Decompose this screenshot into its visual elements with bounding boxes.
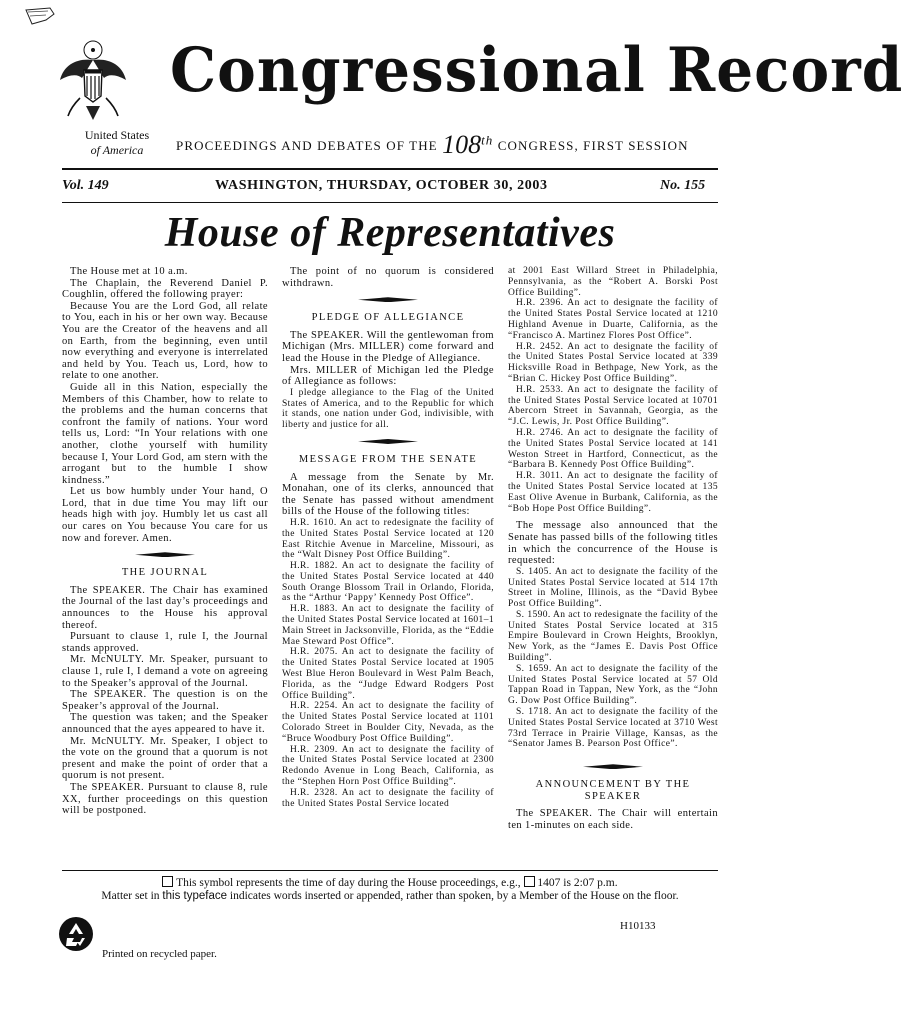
typeface-note-suffix: indicates words inserted or appended, rather than spoken, by a Member of the House on the floor. <box>229 890 679 902</box>
bill-item: H.R. 2309. An act to designate the facility of the United States Postal Service located at 2300 Redondo Avenue in Long Beach, California, as the “Stephen Horn Post Office Building”. <box>282 744 494 788</box>
paragraph: A message from the Senate by Mr. Monahan, one of its clerks, announced that the Senate has passed without amendment bills of the House of the following titles: <box>282 471 494 518</box>
paragraph: Guide all in this Nation, especially the Members of this Chamber, how to relate to the problems and the human concerns that confront the family of nations. Your word tells us, Lord: “In Your relations with one another, clothe yourself with humility because I, Your Lord God, am stern with the arrogant but to the humble I show kindness.” <box>62 381 268 486</box>
proceedings-suffix: CONGRESS, FIRST SESSION <box>497 138 689 153</box>
paragraph: The SPEAKER. The Chair will entertain ten 1-minutes on each side. <box>508 808 718 832</box>
paragraph: The SPEAKER. The Chair has examined the Journal of the last day’s proceedings and announces to the House his approval thereof. <box>62 584 268 631</box>
section-heading-pledge: PLEDGE OF ALLEGIANCE <box>311 312 465 324</box>
bill-item: H.R. 2254. An act to designate the facility of the United States Postal Service located at 1101 Colorado Street in Boulder City, Nevada, as the “Bruce Woodbury Post Office Building”. <box>282 701 494 744</box>
typeface-note <box>62 890 718 902</box>
bill-item: H.R. 3011. An act to designate the facility of the United States Postal Service located at 135 East Olive Avenue in Burbank, California, as the “Bob Hope Post Office Building”. <box>508 471 718 514</box>
time-symbol-icon <box>162 876 173 887</box>
paragraph: The Chaplain, the Reverend Daniel P. Coughlin, offered the following prayer: <box>62 277 268 301</box>
footer-rule <box>62 870 718 871</box>
paragraph: The House met at 10 a.m. <box>70 266 188 277</box>
paragraph: The SPEAKER. The question is on the Speaker’s approval of the Journal. <box>62 689 268 712</box>
paragraph: Mrs. MILLER of Michigan led the Pledge of Allegiance as follows: <box>282 364 494 388</box>
typeface-note-prefix: Matter set in <box>101 890 160 902</box>
column-1 <box>62 266 268 817</box>
congress-ordinal: th <box>481 132 494 148</box>
symbol-note <box>62 876 718 889</box>
bill-item: H.R. 2533. An act to designate the facility of the United States Postal Service located at 10701 Abercorn Street in Savannah, Georgia, as the “J.C. Lewis, Jr. Post Office Building”. <box>508 384 718 428</box>
bill-item: H.R. 2075. An act to designate the facility of the United States Postal Service located at 1905 West Blue Heron Boulevard in West Palm Beach, Florida, as the “Judge Edward Rodgers Post Office Building”. <box>282 647 494 701</box>
paragraph: The SPEAKER. Pursuant to clause 8, rule XX, further proceedings on this question will be postponed. <box>62 781 268 817</box>
section-heading-senate: MESSAGE FROM THE SENATE <box>298 453 478 465</box>
chamber-heading: House of Representatives <box>164 210 616 256</box>
bill-item: S. 1659. An act to designate the facility of the United States Postal Service located at 57 Old Tappan Road in Tappan, New York, as the “John G. Dow Post Office Building”. <box>508 663 718 707</box>
paragraph: The message also announced that the Senate has passed bills of the following titles in which the concurrence of the House is requested: <box>508 520 718 567</box>
section-divider <box>358 297 418 302</box>
bill-item: H.R. 2396. An act to designate the facility of the United States Postal Service located at 1210 Highland Avenue in Duarte, California, as the “Francisco A. Martinez Flores Post Office”. <box>508 298 718 341</box>
paragraph: Let us bow humbly under Your hand, O Lord, that in due time You may lift our heads high with joy. Humbly let us cast all our cares on You because You care for us now and forever. Amen. <box>62 486 268 544</box>
paragraph: The SPEAKER. Will the gentlewoman from Michigan (Mrs. MILLER) come forward and lead the House in the Pledge of Allegiance. <box>282 329 494 364</box>
recycled-note: Printed on recycled paper. <box>102 948 217 960</box>
paragraph: The question was taken; and the Speaker announced that the ayes appeared to have it. <box>62 712 268 735</box>
section-divider <box>358 439 418 444</box>
paragraph: Mr. McNULTY. Mr. Speaker, pursuant to clause 1, rule I, I demand a vote on agreeing to the Speaker’s approval of the Journal. <box>62 654 268 689</box>
proceedings-line <box>176 130 721 160</box>
typeface-sample: this typeface <box>162 890 227 902</box>
column-3 <box>508 266 718 832</box>
country-label <box>62 128 172 158</box>
country-name: United States <box>84 128 150 142</box>
symbol-example: 1407 is 2:07 p.m. <box>537 877 618 889</box>
proceedings-prefix: PROCEEDINGS AND DEBATES OF THE <box>176 138 438 153</box>
congress-number: 108 <box>442 130 482 159</box>
dateline: WASHINGTON, THURSDAY, OCTOBER 30, 2003 <box>215 178 548 193</box>
bill-item: S. 1718. An act to designate the facility of the United States Postal Service located at 3710 West 73rd Terrace in Prairie Village, Kansas, as the “Senator James B. Pearson Post Office”. <box>508 707 718 750</box>
masthead-rule-top <box>62 168 718 170</box>
country-suffix: of America <box>90 143 144 157</box>
bill-item: H.R. 1882. An act to designate the facility of the United States Postal Service located at 440 South Orange Blossom Trail in Orlando, Florida, as the “Arthur ‘Pappy’ Kennedy Post Office”. <box>282 561 494 604</box>
section-heading-announcement: ANNOUNCEMENT BY THE SPEAKER <box>535 779 691 802</box>
bill-item: H.R. 2328. An act to designate the facility of the United States Postal Service located <box>282 787 494 809</box>
volume-number: Vol. 149 <box>62 178 109 193</box>
recycle-icon <box>58 916 94 952</box>
paragraph: Because You are the Lord God, all relate to You, each in his or her own way. Because You are the Creator of the heavens and all on Earth, from the beginning, even until now everything and everyone is interrelated and held by You. Teach us, Lord, how to relate to one another. <box>62 300 268 382</box>
bill-item: H.R. 2746. An act to designate the facility of the United States Postal Service located at 141 Weston Street in Hartford, Connecticut, as the “Barbara B. Kennedy Post Office Building”. <box>508 427 718 471</box>
page-id: H10133 <box>620 920 656 932</box>
section-heading-journal: THE JOURNAL <box>121 567 209 579</box>
eagle-seal-icon <box>58 40 128 122</box>
bill-item: H.R. 2452. An act to designate the facility of the United States Postal Service located at 339 Hicksville Road in Bethpage, New York, as the “Brian C. Hickey Post Office Building”. <box>508 341 718 384</box>
bill-item: S. 1405. An act to designate the facility of the United States Postal Service located at 514 17th Street in Moline, Illinois, as the “David Bybee Post Office Building”. <box>508 566 718 610</box>
masthead-rule-bottom <box>62 202 718 203</box>
time-symbol-icon <box>524 876 535 887</box>
paragraph: Mr. McNULTY. Mr. Speaker, I object to the vote on the ground that a quorum is not present and make the point of order that a quorum is not present. <box>62 735 268 782</box>
issue-number: No. 155 <box>660 178 706 193</box>
paragraph: The point of no quorum is considered withdrawn. <box>282 266 494 289</box>
column-2 <box>282 266 494 809</box>
bill-item: H.R. 1610. An act to redesignate the facility of the United States Postal Service located at 120 East Ritchie Avenue in Marceline, Missouri, as the “Walt Disney Post Office Building”. <box>282 517 494 561</box>
bill-item: S. 1590. An act to redesignate the facility of the United States Postal Service located at 315 Empire Boulevard in Crown Heights, Brooklyn, New York, as the “James E. Davis Post Office Building”. <box>508 609 718 664</box>
section-divider <box>583 764 643 769</box>
publication-title: Congressional Record <box>170 34 903 106</box>
bill-item: at 2001 East Willard Street in Philadelphia, Pennsylvania, as the “Robert A. Borski Post Office Building”. <box>508 266 718 298</box>
paragraph: Pursuant to clause 1, rule I, the Journal stands approved. <box>62 631 268 654</box>
corner-stamp-icon <box>24 6 58 28</box>
bill-item: H.R. 1883. An act to designate the facility of the United States Postal Service located at 1601–1 Main Street in Jacksonville, Florida, as the “Eddie Mae Steward Post Office”. <box>282 604 494 647</box>
section-divider <box>135 552 195 557</box>
symbol-note-text: This symbol represents the time of day during the House proceedings, e.g., <box>176 877 521 889</box>
pledge-text: I pledge allegiance to the Flag of the United States of America, and to the Republic for which it stands, one nation under God, indivisible, with liberty and justice for all. <box>282 387 494 431</box>
